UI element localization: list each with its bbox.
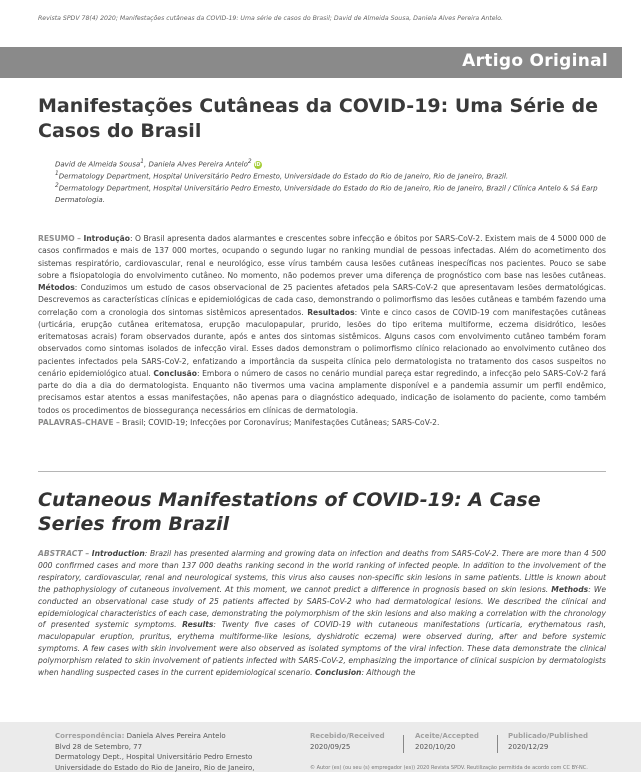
accepted-date-block (415, 731, 479, 753)
section-divider (38, 471, 606, 472)
resumo-dash: – (74, 234, 84, 243)
abstract-intro-text: : Brazil has presented alarming and growing data on infection and deaths from SARS-CoV-2. There are more than 4 500 000 confirmed cases and more than 137 000 deaths ranking second in the world ranking of infected people. In addition to the involvement of the respiratory, cardiovascular, renal and neurological systems, this virus also causes non-specific skin lesions in same patients. Little is known about the pathophysiology of cutaneous involvement. At this moment, we cannot predict a difference in prognosis based on skin lesions. (38, 549, 606, 594)
keywords-label: PALAVRAS-CHAVE (38, 417, 114, 427)
abstract-intro-label: Introduction (91, 549, 145, 558)
accepted-date: 2020/10/20 (415, 743, 456, 751)
affiliation-2-text: Dermatology Department, Hospital Universitário Pedro Ernesto, Universidade do Estado do Rio de Janeiro, Rio de Janeiro, Brazil / Clínica Antelo & Sá Earp Dermatologia. (55, 184, 598, 205)
correspondence-label: Correspondência: (55, 732, 125, 740)
section-banner (0, 47, 622, 78)
author-1-name[interactable]: David de Almeida Sousa (55, 160, 141, 169)
accepted-label: Aceite/Accepted (415, 732, 479, 740)
received-date-block (310, 731, 385, 753)
abstract-methods-label: Methods (551, 584, 589, 594)
author-separator: , (144, 160, 149, 169)
footer-panel (0, 722, 641, 772)
resumo-label: RESUMO (38, 234, 75, 243)
published-date-block (508, 731, 588, 753)
abstract-conclusion-text: : Although the (361, 668, 416, 678)
title-portuguese: Manifestações Cutâneas da COVID-19: Uma Série de Casos do Brasil (38, 95, 598, 142)
running-header: Revista SPDV 78(4) 2020; Manifestações cutâneas da COVID-19: Uma série de casos do Brasil; David de Almeida Sousa, Daniela Alves Pereira Antelo. (38, 15, 504, 22)
orcid-icon[interactable]: iD (254, 162, 261, 169)
received-label: Recebido/Received (310, 732, 385, 740)
affiliation-1-mark: 1 (55, 171, 59, 177)
author-2-affil-mark: 2 (247, 159, 252, 165)
resumo-intro-text: : O Brasil apresenta dados alarmantes e crescentes sobre infecção e óbitos por SARS-CoV-2. Existem mais de 4 5000 000 de casos confirmados e mais de 137 000 mortes, ocupando o segundo lugar no ranking mundial de pessoas infectadas. Além do acometimento dos sistemas respiratório, cardiovascular, renal e neurológico, esse vírus também causa lesões cutâneas inespecíficas nos pacientes. Pouco se sabe sobre a fisiopatologia do envolvimento cutâneo. No momento, não podemos prever uma diferença de prognóstico com base nas lesões cutâneas. (38, 234, 607, 280)
published-date: 2020/12/29 (508, 743, 549, 751)
author-2-name[interactable]: Daniela Alves Pereira Antelo (148, 160, 248, 169)
abstract-dash: – (82, 549, 92, 558)
abstract-block (38, 548, 606, 679)
address-line-1: Blvd 28 de Setembro, 77 (55, 742, 143, 751)
affiliation-1-text: Dermatology Department, Hospital Universitário Pedro Ernesto, Universidade do Estado do Rio de Janeiro, Rio de Janeiro, Brazil. (58, 172, 509, 181)
correspondence-name: Daniela Alves Pereira Antelo (124, 732, 226, 740)
resumo-results-label: Resultados (307, 307, 355, 317)
abstract-label: ABSTRACT (38, 549, 83, 558)
affiliation-2-mark: 2 (55, 183, 59, 189)
abstract-results-label: Results (182, 620, 214, 630)
resumo-conclusion-text: : Embora o número de casos no cenário mundial pareça estar regredindo, a infecção pelo SARS-CoV-2 fará parte do dia a dia do dermatologista. Enquanto não tivermos uma vacina amplamente disponível e a pandemia assumir um perfil endêmico, precisamos estar atentos a essas manifestações, não apenas para o diagnóstico adequado, indicação de isolamento do paciente, como também todos os procedimentos de biossegurança necessários em clínicas de dermatologia. (38, 368, 607, 415)
author-1-affil-mark: 1 (140, 159, 144, 165)
resumo-block (38, 233, 606, 429)
keywords-text: – Brasil; COVID-19; Infecções por Coronavírus; Manifestações Cutâneas; SARS-CoV-2. (113, 417, 440, 427)
received-date: 2020/09/25 (310, 743, 351, 751)
resumo-methods-text: : Conduzimos um estudo de casos observacional de 25 pacientes afetados pela SARS-CoV-2 que apresentavam lesões dermatológicas. Descrevemos as características clínicas e epidemiológicas de cada caso, demonstrando o polimorfismo das lesões cutâneas e também fazendo uma correlação com a cronologia dos sintomas sistêmicos apresentados. (38, 283, 606, 317)
copyright-notice: © Autor (es) (ou seu (s) empregador (es)) 2020 Revista SPDV. Reutilização permitida de acordo com CC BY-NC. (310, 765, 588, 771)
abstract-methods-text: : We conducted an observational case study of 25 patients affected by SARS-CoV-2 who had dermatological lesions. We described the clinical and epidemiological characteristics of each case, demonstrating the polymorphism of the skin lesions and also making a correlation with the chronology of presented systemic symptoms. (38, 584, 607, 630)
date-separator-1 (403, 735, 404, 753)
date-separator-2 (497, 735, 498, 753)
section-label: Artigo Original (462, 51, 608, 71)
abstract-results-text: : Twenty five cases of COVID-19 with cutaneous manifestations (urticaria, erythematous rash, maculopapular eruption, pruritus, erythema multiforme-like lesions, dyshidrotic eczema) were observed during, after and before systemic symptoms. A few cases with skin involvement were also observed as isolated symptoms of the viral infection. These data demonstrate the clinical polymorphism related to skin involvement of patients infected with SARS-CoV-2, emphasizing the importance of clinical suspicion by dermatologists when handling suspected cases in the current epidemiological scenario. (38, 620, 606, 678)
published-label: Publicado/Published (508, 732, 589, 740)
resumo-results-text: : Vinte e cinco casos de COVID-19 com manifestações cutâneas (urticária, erupção cutânea eritematosa, erupção maculopapular, prurido, lesões do tipo eritema multiforme, eczema disidrótico, lesões eritematosas acrais) foram observados durante, após e antes dos sintomas sistêmicos. Alguns casos com envolvimento cutâneo também foram observados como sintomas isolados de infecção viral. Esses dados demonstram o polimorfismo clínico relacionado ao envolvimento cutâneo dos pacientes infectados pela SARS-CoV-2, enfatizando a importância da suspeita clínica pelo dermatologista no tratamento dos casos suspeitos no cenário epidemiológico atual. (38, 307, 606, 378)
affiliation-2 (55, 180, 615, 206)
resumo-intro-label: Introdução (83, 234, 130, 243)
resumo-methods-label: Métodos (38, 283, 75, 292)
abstract-conclusion-label: Conclusion (314, 668, 362, 678)
title-english: Cutaneous Manifestations of COVID-19: A Case Series from Brazil (38, 489, 541, 535)
address-line-3: Universidade do Estado do Rio de Janeiro, Rio de Janeiro, (55, 763, 255, 772)
resumo-conclusion-label: Conclusão (153, 368, 197, 378)
correspondence-block (55, 731, 295, 773)
address-line-2: Dermatology Dept., Hospital Universitário Pedro Ernesto (55, 753, 253, 761)
